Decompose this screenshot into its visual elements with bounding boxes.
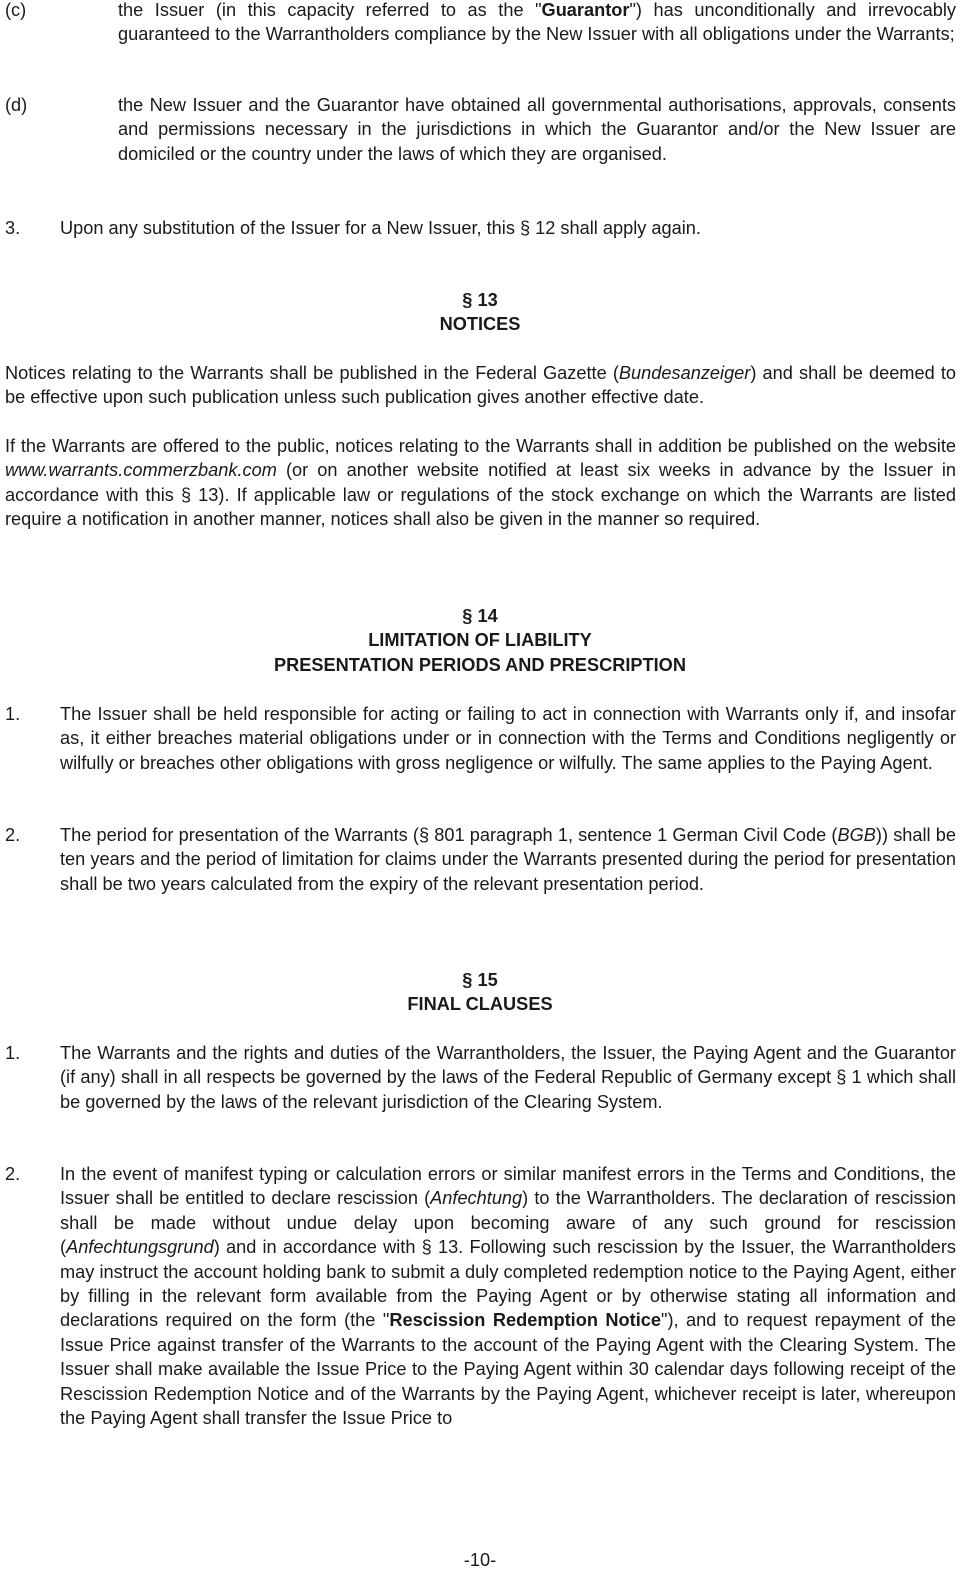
section-13-symbol: § 13 — [462, 290, 498, 310]
item-c-text: the Issuer (in this capacity referred to as the "Guarantor") has unconditionally and irrevocably guaranteed to the Warrantholders compliance by the New Issuer with all obligations under the Warrants; — [118, 0, 956, 45]
website-link: www.warrants.commerzbank.com — [5, 460, 277, 481]
item-d-text: the New Issuer and the Guarantor have obtained all governmental authorisations, approvals, consents and permissions necessary in the jurisdictions in which the Guarantor and/or the New Issuer are domiciled or the country under the laws of which they are organised. — [118, 95, 956, 164]
section-14-p1-number: 1. — [5, 704, 21, 724]
section-15-p1-number: 1. — [5, 1043, 21, 1063]
section-15-title: FINAL CLAUSES — [407, 994, 553, 1015]
section-15-paragraph-1: The Warrants and the rights and duties of the Warrantholders, the Issuer, the Paying Agent and the Guarantor (if any) shall in all respects be governed by the laws of the Federal Republic of Germany except § 1 which shall be governed by the laws of the relevant jurisdiction of the Clearing System. — [60, 1043, 956, 1112]
section-14-paragraph-1: The Issuer shall be held responsible for acting or failing to act in connection with Warrants only if, and insofar as, it either breaches material obligations under or in connection with the Terms and Conditions negligently or wilfully or breaches other obligations with gross negligence or wilfully. The same applies to the Paying Agent. — [60, 704, 956, 773]
item-d-label: (d) — [5, 95, 28, 115]
para3-number: 3. — [5, 218, 21, 238]
section-15-symbol: § 15 — [462, 970, 498, 990]
section-13-heading — [0, 288, 960, 337]
section-14-title-2: PRESENTATION PERIODS AND PRESCRIPTION — [274, 654, 686, 675]
page-number: -10- — [463, 1550, 497, 1570]
section-13-title: NOTICES — [439, 314, 521, 335]
section-14-paragraph-2: The period for presentation of the Warrants (§ 801 paragraph 1, sentence 1 German Civil Code (BGB)) shall be ten years and the period of limitation for claims under the Warrants presented during the period for presentation shall be two years calculated from the expiry of the relevant presentation period. — [60, 825, 956, 894]
section-13-paragraph-2: If the Warrants are offered to the public, notices relating to the Warrants shall in addition be published on the website www.warrants.commerzbank.com (or on another website notified at least six weeks in advance by the Issuer in accordance with this § 13). If applicable law or regulations of the stock exchange on which the Warrants are listed require a notification in another manner, notices shall also be given in the manner so required. — [5, 436, 956, 530]
section-15-p2-number: 2. — [5, 1164, 21, 1184]
section-14-p2-number: 2. — [5, 825, 21, 845]
para3-text: Upon any substitution of the Issuer for a New Issuer, this § 12 shall apply again. — [60, 218, 701, 238]
rescission-notice-term: Rescission Redemption Notice — [389, 1310, 661, 1331]
section-15-heading — [0, 968, 960, 1017]
section-15-paragraph-2: In the event of manifest typing or calculation errors or similar manifest errors in the Terms and Conditions, the Issuer shall be entitled to declare rescission (Anfechtung) to the Warrantholders. The declaration of rescission shall be made without undue delay upon becoming aware of any such ground for rescission (Anfechtungsgrund) and in accordance with § 13. Following such rescission by the Issuer, the Warrantholders may instruct the account holding bank to submit a duly completed redemption notice to the Paying Agent, either by filling in the relevant form available from the Paying Agent or by otherwise stating all information and declarations required on the form (the "Rescission Redemption Notice"), and to request repayment of the Issue Price against transfer of the Warrants to the account of the Paying Agent with the Clearing System. The Issuer shall make available the Issue Price to the Paying Agent within 30 calendar days following receipt of the Rescission Redemption Notice and of the Warrants by the Paying Agent, whichever receipt is later, whereupon the Paying Agent shall transfer the Issue Price to — [60, 1164, 956, 1429]
section-14-title-1: LIMITATION OF LIABILITY — [368, 630, 592, 651]
guarantor-term: Guarantor — [541, 0, 630, 20]
item-c-label: (c) — [5, 0, 27, 20]
section-13-paragraph-1: Notices relating to the Warrants shall be published in the Federal Gazette (Bundesanzeiger) and shall be deemed to be effective upon such publication unless such publication gives another effective date. — [5, 363, 956, 408]
section-14-heading — [0, 604, 960, 677]
section-14-symbol: § 14 — [462, 606, 498, 626]
